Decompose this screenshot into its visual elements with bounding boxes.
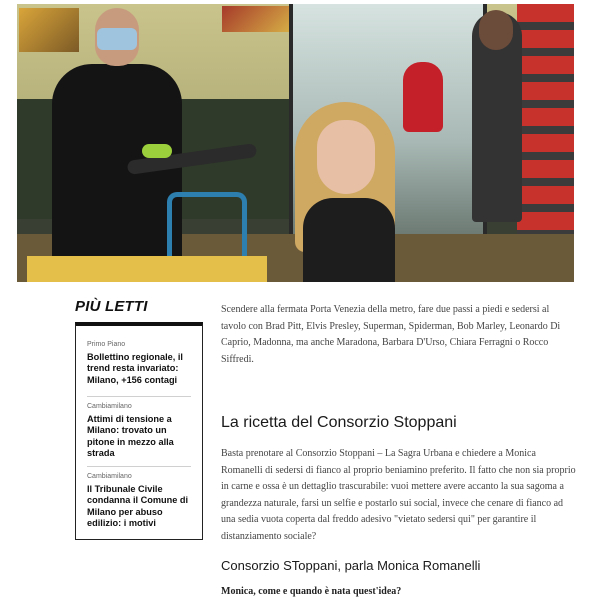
wall-poster (19, 8, 79, 52)
item-category[interactable]: Cambiamilano (87, 473, 132, 480)
most-read-item[interactable] (87, 472, 193, 529)
item-headline-link[interactable]: Bollettino regionale, il trend resta invariato: Milano, +156 contagi (87, 352, 183, 385)
item-category[interactable]: Primo Piano (87, 341, 126, 348)
yellow-table (27, 256, 267, 282)
item-category[interactable]: Cambiamilano (87, 403, 132, 410)
most-read-item[interactable] (87, 402, 193, 459)
interview-question: Monica, come e quando è nata quest'idea? (221, 586, 402, 597)
most-read-title: PIÙ LETTI (75, 298, 148, 315)
food-bowl (142, 144, 172, 158)
most-read-box (75, 322, 203, 540)
most-read-item[interactable] (87, 340, 193, 386)
body-paragraph: Basta prenotare al Consorzio Stoppani – La Sagra Urbana e chiedere a Monica Romanelli di sedersi di fianco al proprio beniamino preferito. Il fatto che non sia proprio in carne e ossa è un dettaglio trascurabile: vuoi mettere avere accanto la sua sagoma a grandezza naturale, farsi un selfie e postarlo sui social, invece che cenare di fianco ad una sedia vuota coperta dal freddo adesivo "vietato sedersi qui" per garantire il distanziamento sociale? (221, 448, 576, 542)
face-mask (97, 28, 137, 50)
article-intro (221, 302, 576, 368)
wall-poster (222, 6, 292, 32)
divider (87, 466, 191, 467)
cutout-dress (303, 198, 395, 282)
divider (87, 396, 191, 397)
cutout-face (317, 120, 375, 194)
hero-photo (17, 4, 574, 282)
section-heading: La ricetta del Consorzio Stoppani (221, 414, 457, 431)
customer-head (479, 10, 513, 50)
spiderman-cutout (403, 62, 443, 132)
celebrity-cutout (287, 102, 407, 282)
red-shelf (517, 4, 574, 264)
article-body (221, 446, 576, 545)
sub-heading: Consorzio SToppani, parla Monica Romanelli (221, 558, 481, 573)
item-headline-link[interactable]: Attimi di tensione a Milano: trovato un pitone in mezzo alla strada (87, 414, 174, 458)
item-headline-link[interactable]: Il Tribunale Civile condanna il Comune di Milano per abuso edilizio: i motivi (87, 484, 189, 528)
blue-chair (167, 192, 247, 261)
intro-paragraph: Scendere alla fermata Porta Venezia della metro, fare due passi a piedi e sedersi al tavolo con Brad Pitt, Elvis Presley, Superman, Spiderman, Bob Marley, Leonardo Di Caprio, Madonna, ma anche Maradona, Barbara D'Urso, Chiara Ferragni o Rocco Siffredi. (221, 304, 561, 365)
